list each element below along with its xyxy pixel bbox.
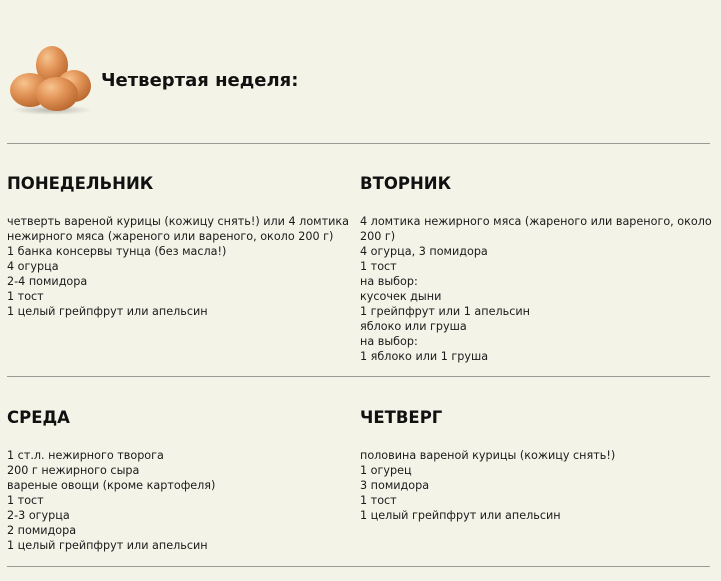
page-title: Четвертая неделя: <box>101 70 299 91</box>
list-item: 2-4 помидора <box>7 275 88 288</box>
list-item: 1 тост <box>360 260 397 273</box>
list-item: 4 огурца, 3 помидора <box>360 245 488 258</box>
day-wednesday <box>7 408 357 553</box>
list-item: 200 г нежирного сыра <box>7 464 140 477</box>
day-title: ВТОРНИК <box>360 174 452 193</box>
list-item: 1 целый грейпфрут или апельсин <box>360 509 561 522</box>
day-title: ПОНЕДЕЛЬНИК <box>7 174 154 193</box>
page-header <box>0 0 721 140</box>
list-item: 1 тост <box>7 494 44 507</box>
list-item: нежирного мяса (жареного или вареного, около 200 г) <box>7 230 334 243</box>
menu-list <box>360 214 710 364</box>
divider <box>7 376 710 377</box>
list-item: вареные овощи (кроме картофеля) <box>7 479 216 492</box>
list-item: 3 помидора <box>360 479 430 492</box>
list-item: 2-3 огурца <box>7 509 70 522</box>
list-item: 1 огурец <box>360 464 412 477</box>
list-item: 4 огурца <box>7 260 59 273</box>
eggs-image <box>8 44 94 116</box>
list-item: 1 тост <box>360 494 397 507</box>
list-item: яблоко или груша <box>360 320 467 333</box>
list-item: 4 ломтика нежирного мяса (жареного или вареного, около <box>360 215 712 228</box>
list-item: половина вареной курицы (кожицу снять!) <box>360 449 616 462</box>
day-title: ЧЕТВЕРГ <box>360 408 443 427</box>
menu-list <box>360 448 710 523</box>
day-title: СРЕДА <box>7 408 70 427</box>
menu-list <box>7 448 357 553</box>
day-monday <box>7 174 357 319</box>
day-tuesday <box>360 174 710 364</box>
list-item: 2 помидора <box>7 524 77 537</box>
divider <box>7 143 710 144</box>
list-item: 1 грейпфрут или 1 апельсин <box>360 305 530 318</box>
list-item: 1 ст.л. нежирного творога <box>7 449 164 462</box>
list-item: 1 тост <box>7 290 44 303</box>
list-item: четверть вареной курицы (кожицу снять!) или 4 ломтика <box>7 215 350 228</box>
list-item: 1 яблоко или 1 груша <box>360 350 489 363</box>
list-item: 1 банка консервы тунца (без масла!) <box>7 245 227 258</box>
menu-list <box>7 214 357 319</box>
day-thursday <box>360 408 710 523</box>
list-item: на выбор: <box>360 275 418 288</box>
list-item: 200 г) <box>360 230 396 243</box>
list-item: на выбор: <box>360 335 418 348</box>
divider <box>7 566 710 567</box>
list-item: 1 целый грейпфрут или апельсин <box>7 305 208 318</box>
list-item: кусочек дыни <box>360 290 442 303</box>
list-item: 1 целый грейпфрут или апельсин <box>7 539 208 552</box>
